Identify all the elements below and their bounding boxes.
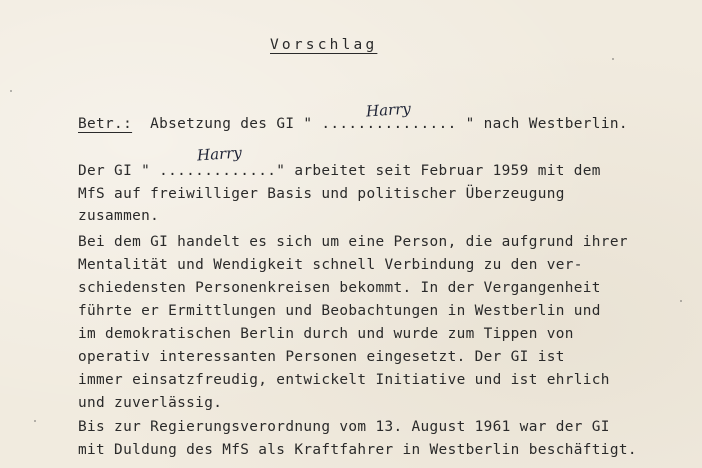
paper-speck [680, 300, 682, 302]
body-line: zusammen. [78, 208, 160, 224]
body-line: im demokratischen Berlin durch und wurde zum Tippen von [78, 326, 574, 342]
body-line: MfS auf freiwilliger Basis und politischer Überzeugung [78, 186, 565, 202]
paper-speck [34, 420, 36, 422]
body-line-first [78, 164, 601, 178]
subject-text-after: ..... " nach Westberlin. [411, 116, 628, 132]
handwritten-name-body: Harry [196, 143, 243, 165]
body-first-before: Der GI " .......... [78, 163, 250, 179]
body-first-after: ..." arbeitet seit Februar 1959 mit dem [249, 163, 601, 179]
subject-line [78, 117, 628, 131]
body-line: schiedensten Personenkreisen bekommt. In der Vergangenheit [78, 280, 601, 296]
body-line: und zuverlässig. [78, 395, 223, 411]
body-line: Mentalität und Wendigkeit schnell Verbindung zu den ver- [78, 257, 583, 273]
body-line: führte er Ermittlungen und Beobachtungen in Westberlin und [78, 303, 601, 319]
body-line: mit Duldung des MfS als Kraftfahrer in Westberlin beschäftigt. [78, 442, 637, 458]
subject-label: Betr.: [78, 116, 133, 132]
body-line: Bei dem GI handelt es sich um eine Person, die aufgrund ihrer [78, 234, 628, 250]
subject-text-before: Absetzung des GI " .......... [150, 116, 412, 132]
paper-speck [612, 58, 614, 60]
document-title: Vorschlag [270, 37, 378, 53]
body-line: Bis zur Regierungsverordnung vom 13. August 1961 war der GI [78, 419, 610, 435]
body-line: operativ interessanten Personen eingesetzt. Der GI ist [78, 349, 565, 365]
body-line: immer einsatzfreudig, entwickelt Initiative und ist ehrlich [78, 372, 610, 388]
paper-speck [10, 90, 12, 92]
handwritten-name-subject: Harry [365, 99, 412, 121]
